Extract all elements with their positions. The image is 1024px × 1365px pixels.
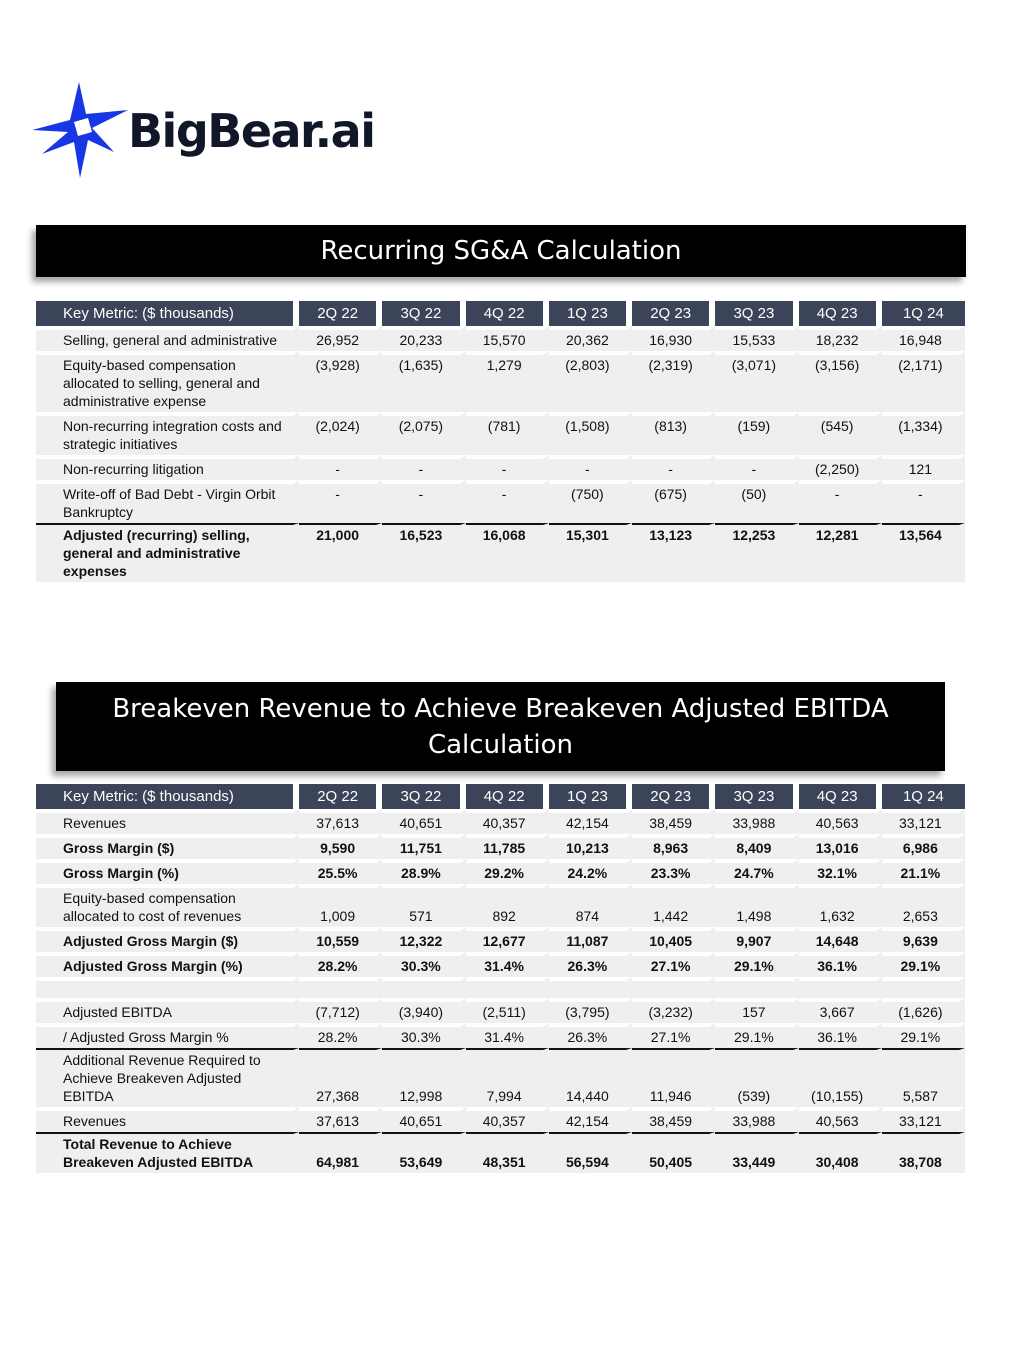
- value-cell: 37,613: [299, 1107, 382, 1132]
- value-cell: 56,594: [549, 1132, 632, 1173]
- value-cell: 40,651: [382, 809, 465, 834]
- company-logo: [30, 80, 375, 180]
- value-cell: -: [882, 480, 965, 523]
- value-cell: 24.2%: [549, 859, 632, 884]
- value-cell: 29.1%: [882, 1023, 965, 1048]
- value-cell: 48,351: [466, 1132, 549, 1173]
- value-cell: (3,940): [382, 998, 465, 1023]
- star-burst-icon: [30, 80, 130, 180]
- value-cell: 18,232: [799, 326, 882, 351]
- row-label: Equity-based compensation allocated to selling, general and administrative expense: [36, 351, 299, 412]
- value-cell: 12,253: [715, 523, 798, 582]
- table-row: [36, 351, 965, 412]
- value-cell: -: [382, 480, 465, 523]
- value-cell: 27.1%: [632, 952, 715, 977]
- value-cell: 33,449: [715, 1132, 798, 1173]
- header-period: 4Q 22: [466, 301, 549, 326]
- value-cell: -: [299, 455, 382, 480]
- table-row: [36, 326, 965, 351]
- value-cell: 38,459: [632, 809, 715, 834]
- value-cell: 42,154: [549, 809, 632, 834]
- value-cell: 16,068: [466, 523, 549, 582]
- value-cell: 9,639: [882, 927, 965, 952]
- value-cell: -: [382, 455, 465, 480]
- value-cell: (2,319): [632, 351, 715, 412]
- table-header-row: [36, 784, 965, 809]
- value-cell: 13,564: [882, 523, 965, 582]
- value-cell: 9,590: [299, 834, 382, 859]
- header-period: 1Q 23: [549, 784, 632, 809]
- value-cell: 157: [715, 998, 798, 1023]
- row-label: Write-off of Bad Debt - Virgin Orbit Bankruptcy: [36, 480, 299, 523]
- value-cell: -: [799, 480, 882, 523]
- header-period: 2Q 22: [299, 301, 382, 326]
- value-cell: 1,632: [799, 884, 882, 927]
- table-row: [36, 1023, 965, 1048]
- value-cell: 36.1%: [799, 1023, 882, 1048]
- header-period: 4Q 23: [799, 784, 882, 809]
- value-cell: [466, 977, 549, 998]
- row-label: Gross Margin ($): [36, 834, 299, 859]
- value-cell: (2,250): [799, 455, 882, 480]
- value-cell: 10,405: [632, 927, 715, 952]
- table-row: [36, 480, 965, 523]
- table-header-row: [36, 301, 965, 326]
- value-cell: (3,232): [632, 998, 715, 1023]
- header-period: 1Q 24: [882, 784, 965, 809]
- value-cell: 40,563: [799, 809, 882, 834]
- logo-wordmark: BigBear.ai: [128, 104, 375, 158]
- value-cell: 11,946: [632, 1048, 715, 1107]
- value-cell: 1,498: [715, 884, 798, 927]
- value-cell: 8,409: [715, 834, 798, 859]
- value-cell: 32.1%: [799, 859, 882, 884]
- value-cell: 37,613: [299, 809, 382, 834]
- header-period: 2Q 23: [632, 301, 715, 326]
- header-period: 4Q 23: [799, 301, 882, 326]
- value-cell: 33,121: [882, 809, 965, 834]
- row-label: / Adjusted Gross Margin %: [36, 1023, 299, 1048]
- table-row: [36, 809, 965, 834]
- table-row: [36, 834, 965, 859]
- header-metric-label: Key Metric: ($ thousands): [36, 301, 299, 326]
- value-cell: -: [466, 455, 549, 480]
- value-cell: 11,751: [382, 834, 465, 859]
- table-row: [36, 977, 965, 998]
- table-row: [36, 455, 965, 480]
- value-cell: 31.4%: [466, 952, 549, 977]
- value-cell: 28.2%: [299, 952, 382, 977]
- value-cell: 28.9%: [382, 859, 465, 884]
- value-cell: 33,988: [715, 809, 798, 834]
- value-cell: 6,986: [882, 834, 965, 859]
- value-cell: [632, 977, 715, 998]
- value-cell: 13,016: [799, 834, 882, 859]
- value-cell: (750): [549, 480, 632, 523]
- breakeven-table: [36, 784, 965, 1173]
- table-row: [36, 1048, 965, 1107]
- value-cell: [882, 977, 965, 998]
- row-label: Non-recurring litigation: [36, 455, 299, 480]
- value-cell: 3,667: [799, 998, 882, 1023]
- value-cell: (781): [466, 412, 549, 455]
- value-cell: 40,651: [382, 1107, 465, 1132]
- value-cell: (2,171): [882, 351, 965, 412]
- table-row: [36, 859, 965, 884]
- value-cell: 1,009: [299, 884, 382, 927]
- value-cell: 20,362: [549, 326, 632, 351]
- value-cell: 13,123: [632, 523, 715, 582]
- value-cell: 33,988: [715, 1107, 798, 1132]
- row-label: Total Revenue to Achieve Breakeven Adjusted EBITDA: [36, 1132, 299, 1173]
- header-period: 3Q 22: [382, 301, 465, 326]
- row-label: Revenues: [36, 809, 299, 834]
- value-cell: 11,087: [549, 927, 632, 952]
- value-cell: 40,563: [799, 1107, 882, 1132]
- value-cell: 53,649: [382, 1132, 465, 1173]
- sga-table: [36, 301, 965, 582]
- header-period: 1Q 23: [549, 301, 632, 326]
- value-cell: 12,998: [382, 1048, 465, 1107]
- value-cell: (3,795): [549, 998, 632, 1023]
- sga-section-title: Recurring SG&A Calculation: [36, 225, 966, 277]
- value-cell: -: [715, 455, 798, 480]
- value-cell: 30.3%: [382, 1023, 465, 1048]
- value-cell: 50,405: [632, 1132, 715, 1173]
- value-cell: (539): [715, 1048, 798, 1107]
- value-cell: (159): [715, 412, 798, 455]
- value-cell: 121: [882, 455, 965, 480]
- value-cell: 2,653: [882, 884, 965, 927]
- value-cell: 571: [382, 884, 465, 927]
- row-label: Adjusted Gross Margin (%): [36, 952, 299, 977]
- value-cell: 42,154: [549, 1107, 632, 1132]
- header-period: 3Q 22: [382, 784, 465, 809]
- value-cell: 40,357: [466, 1107, 549, 1132]
- value-cell: 31.4%: [466, 1023, 549, 1048]
- row-label: Gross Margin (%): [36, 859, 299, 884]
- value-cell: 16,948: [882, 326, 965, 351]
- value-cell: 11,785: [466, 834, 549, 859]
- value-cell: 64,981: [299, 1132, 382, 1173]
- row-label: Adjusted Gross Margin ($): [36, 927, 299, 952]
- value-cell: -: [549, 455, 632, 480]
- table-row: [36, 1132, 965, 1173]
- row-label: Revenues: [36, 1107, 299, 1132]
- value-cell: [715, 977, 798, 998]
- value-cell: -: [299, 480, 382, 523]
- value-cell: 1,442: [632, 884, 715, 927]
- value-cell: 29.2%: [466, 859, 549, 884]
- value-cell: 23.3%: [632, 859, 715, 884]
- value-cell: (3,156): [799, 351, 882, 412]
- value-cell: 29.1%: [715, 952, 798, 977]
- value-cell: (3,928): [299, 351, 382, 412]
- header-period: 2Q 23: [632, 784, 715, 809]
- value-cell: 21.1%: [882, 859, 965, 884]
- value-cell: 38,459: [632, 1107, 715, 1132]
- value-cell: (813): [632, 412, 715, 455]
- value-cell: 30.3%: [382, 952, 465, 977]
- row-label: Non-recurring integration costs and strategic initiatives: [36, 412, 299, 455]
- value-cell: (10,155): [799, 1048, 882, 1107]
- value-cell: 12,281: [799, 523, 882, 582]
- header-period: 3Q 23: [715, 301, 798, 326]
- value-cell: (3,071): [715, 351, 798, 412]
- value-cell: [549, 977, 632, 998]
- table-row: [36, 884, 965, 927]
- value-cell: (545): [799, 412, 882, 455]
- value-cell: 28.2%: [299, 1023, 382, 1048]
- row-label: Adjusted EBITDA: [36, 998, 299, 1023]
- value-cell: 26,952: [299, 326, 382, 351]
- value-cell: 892: [466, 884, 549, 927]
- value-cell: (2,075): [382, 412, 465, 455]
- row-label: [36, 977, 299, 998]
- value-cell: 14,440: [549, 1048, 632, 1107]
- table-row: [36, 952, 965, 977]
- value-cell: 30,408: [799, 1132, 882, 1173]
- value-cell: [299, 977, 382, 998]
- table-row: [36, 998, 965, 1023]
- value-cell: 26.3%: [549, 952, 632, 977]
- value-cell: (1,334): [882, 412, 965, 455]
- value-cell: 7,994: [466, 1048, 549, 1107]
- value-cell: 10,559: [299, 927, 382, 952]
- value-cell: (50): [715, 480, 798, 523]
- value-cell: 16,930: [632, 326, 715, 351]
- value-cell: 12,677: [466, 927, 549, 952]
- value-cell: 21,000: [299, 523, 382, 582]
- value-cell: [799, 977, 882, 998]
- value-cell: 1,279: [466, 351, 549, 412]
- value-cell: 9,907: [715, 927, 798, 952]
- value-cell: 14,648: [799, 927, 882, 952]
- value-cell: (2,024): [299, 412, 382, 455]
- value-cell: 8,963: [632, 834, 715, 859]
- value-cell: 20,233: [382, 326, 465, 351]
- value-cell: 29.1%: [715, 1023, 798, 1048]
- value-cell: 15,570: [466, 326, 549, 351]
- table-row: [36, 412, 965, 455]
- value-cell: (2,511): [466, 998, 549, 1023]
- value-cell: (2,803): [549, 351, 632, 412]
- value-cell: -: [632, 455, 715, 480]
- row-label: Equity-based compensation allocated to cost of revenues: [36, 884, 299, 927]
- value-cell: 5,587: [882, 1048, 965, 1107]
- value-cell: 12,322: [382, 927, 465, 952]
- value-cell: 874: [549, 884, 632, 927]
- header-period: 2Q 22: [299, 784, 382, 809]
- value-cell: 36.1%: [799, 952, 882, 977]
- value-cell: 33,121: [882, 1107, 965, 1132]
- value-cell: 10,213: [549, 834, 632, 859]
- row-label: Additional Revenue Required to Achieve Breakeven Adjusted EBITDA: [36, 1048, 299, 1107]
- value-cell: 26.3%: [549, 1023, 632, 1048]
- header-period: 3Q 23: [715, 784, 798, 809]
- value-cell: 40,357: [466, 809, 549, 834]
- value-cell: (675): [632, 480, 715, 523]
- table-row: [36, 523, 965, 582]
- value-cell: 38,708: [882, 1132, 965, 1173]
- value-cell: -: [466, 480, 549, 523]
- table-row: [36, 927, 965, 952]
- row-label: Selling, general and administrative: [36, 326, 299, 351]
- breakeven-section-title: Breakeven Revenue to Achieve Breakeven Adjusted EBITDA Calculation: [56, 682, 945, 771]
- value-cell: (1,626): [882, 998, 965, 1023]
- value-cell: (7,712): [299, 998, 382, 1023]
- header-metric-label: Key Metric: ($ thousands): [36, 784, 299, 809]
- value-cell: (1,635): [382, 351, 465, 412]
- value-cell: 15,301: [549, 523, 632, 582]
- header-period: 1Q 24: [882, 301, 965, 326]
- value-cell: 16,523: [382, 523, 465, 582]
- value-cell: 24.7%: [715, 859, 798, 884]
- value-cell: [382, 977, 465, 998]
- header-period: 4Q 22: [466, 784, 549, 809]
- value-cell: 29.1%: [882, 952, 965, 977]
- table-row: [36, 1107, 965, 1132]
- value-cell: 15,533: [715, 326, 798, 351]
- value-cell: 27,368: [299, 1048, 382, 1107]
- row-label: Adjusted (recurring) selling, general and administrative expenses: [36, 523, 299, 582]
- value-cell: 27.1%: [632, 1023, 715, 1048]
- value-cell: (1,508): [549, 412, 632, 455]
- value-cell: 25.5%: [299, 859, 382, 884]
